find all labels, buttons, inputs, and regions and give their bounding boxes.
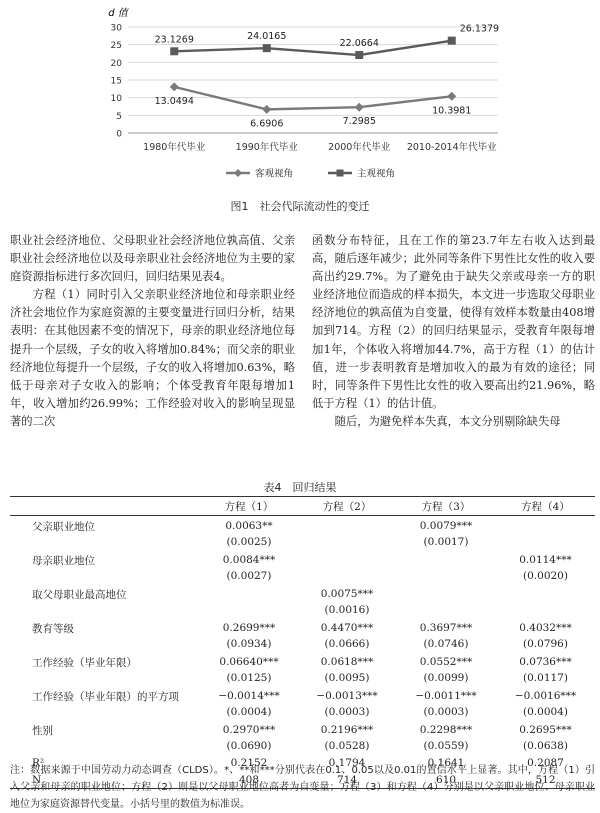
se-cell: (0.0117) xyxy=(523,672,568,684)
x-tick-label: 1990年代毕业 xyxy=(235,142,298,153)
se-cell: (0.0125) xyxy=(226,672,272,684)
se-cell: (0.0796) xyxy=(523,638,568,650)
data-label: 13.0494 xyxy=(154,95,194,107)
y-tick-label: 10 xyxy=(110,94,122,105)
table-row xyxy=(10,704,595,720)
row-label xyxy=(10,568,200,584)
x-tick-label: 2000年代毕业 xyxy=(328,142,391,153)
table-row xyxy=(10,636,595,652)
y-tick-label: 15 xyxy=(110,76,122,87)
data-label: 10.3981 xyxy=(432,105,472,117)
coef-cell: 0.0075*** xyxy=(320,588,374,600)
table-header-row xyxy=(10,497,595,516)
data-label: 6.6906 xyxy=(250,118,284,130)
coef-cell xyxy=(200,584,298,602)
data-label: 26.1379 xyxy=(459,23,500,35)
coef-cell: 0.2196*** xyxy=(320,724,374,736)
table-header-cell: 方程（4） xyxy=(496,497,595,516)
paragraph: 职业社会经济地位、父母职业社会经济地位孰高值、父亲职业社会经济地位以及母亲职业社会经济地位为主要的家庭资源指标进行多次回归，回归结果见表4。 xyxy=(10,234,295,284)
table-row xyxy=(10,568,595,584)
coef-cell: 0.0114*** xyxy=(519,554,572,566)
row-label xyxy=(10,704,200,720)
series-line xyxy=(174,41,452,55)
data-label: 24.0165 xyxy=(247,31,287,43)
se-cell xyxy=(298,534,396,550)
legend-label: 客观视角 xyxy=(255,168,294,180)
se-cell: (0.0934) xyxy=(226,638,272,650)
data-point xyxy=(263,44,271,52)
se-cell: (0.0017) xyxy=(423,536,469,548)
text-column-right xyxy=(312,232,595,431)
se-cell: (0.0095) xyxy=(324,672,370,684)
data-point xyxy=(355,51,363,59)
paragraph: 函数分布特征，且在工作的第23.7年左右收入达到最高，随后逐年减少；此外同等条件下男性比女性的收入要高出约29.7%。为了避免由于缺失父亲或母亲一方的职业经济地位而造成的样本损失，本文进一步选取父母职业经济地位的孰高值为自变量，使得有效样本数量由408增加到714。方程（2）的回归结果显示，受教育年限每增加1年，个体收入将增加44.7%，高于方程（1）的估计值，进一步表明教育是增加收入的最为有效的途径；同时，同等条件下男性比女性的收入要高出约21.96%，略低于方程（1）的估计值。 xyxy=(312,234,595,410)
y-tick-label: 20 xyxy=(110,58,122,69)
se-cell: (0.0016) xyxy=(324,604,370,616)
row-label: 教育等级 xyxy=(32,622,74,635)
row-label: 父亲职业地位 xyxy=(32,520,95,533)
line-chart xyxy=(0,0,600,190)
row-label xyxy=(10,534,200,550)
se-cell: (0.0638) xyxy=(523,740,568,752)
table-title: 表4 回归结果 xyxy=(263,481,337,494)
regression-table xyxy=(10,496,595,789)
stat-cell: 408 xyxy=(200,771,298,789)
stat-cell: 0.2087 xyxy=(527,756,564,769)
se-cell: (0.0746) xyxy=(423,638,469,650)
data-point xyxy=(448,37,456,45)
coef-cell: 0.0618*** xyxy=(320,656,374,668)
table-header-cell xyxy=(10,497,200,516)
row-label: 性别 xyxy=(32,724,53,737)
coef-cell: 0.2699*** xyxy=(222,622,276,634)
data-point xyxy=(170,47,178,55)
coef-cell: −0.0016*** xyxy=(514,690,577,702)
coef-cell xyxy=(396,550,496,568)
legend-marker xyxy=(234,169,242,177)
data-label: 23.1269 xyxy=(154,34,194,46)
stat-cell: 0.2152 xyxy=(230,756,268,769)
se-cell xyxy=(298,568,396,584)
row-label xyxy=(10,738,200,754)
se-cell: (0.0528) xyxy=(324,740,370,752)
table-row xyxy=(10,602,595,618)
table-row xyxy=(10,516,595,535)
y-axis-ticks xyxy=(111,24,123,140)
coef-cell: 0.0736*** xyxy=(519,656,572,668)
x-tick-label: 1980年代毕业 xyxy=(143,142,206,153)
y-tick-label: 25 xyxy=(110,41,122,52)
coef-cell xyxy=(496,584,595,602)
row-label: 工作经验（毕业年限）的平方项 xyxy=(32,690,179,703)
paragraph: 随后，为避免样本失真，本文分别剔除缺失母 xyxy=(334,414,561,428)
coef-cell: 0.4470*** xyxy=(320,622,374,634)
se-cell: (0.0025) xyxy=(226,536,272,548)
legend-label: 主观视角 xyxy=(357,168,396,180)
y-tick-label: 0 xyxy=(116,129,122,140)
se-cell: (0.0559) xyxy=(423,740,469,752)
coef-cell: 0.06640*** xyxy=(219,656,279,668)
se-cell: (0.0020) xyxy=(523,570,568,582)
text-column-left xyxy=(10,232,295,431)
row-label: N xyxy=(10,771,200,789)
data-point xyxy=(355,103,364,112)
se-cell: (0.0666) xyxy=(324,638,370,650)
coef-cell: −0.0011*** xyxy=(415,690,477,702)
row-label xyxy=(10,670,200,686)
row-label xyxy=(10,602,200,618)
table-row xyxy=(10,652,595,670)
stat-cell: 714 xyxy=(298,771,396,789)
se-cell: (0.0004) xyxy=(523,706,568,718)
stat-cell: 512 xyxy=(496,771,595,789)
se-cell: (0.0004) xyxy=(226,706,272,718)
stat-cell: 0.1794 xyxy=(328,756,366,769)
legend-marker xyxy=(337,170,344,177)
y-tick-label: 30 xyxy=(110,23,122,34)
stat-cell: 0.1641 xyxy=(427,756,465,769)
se-cell: (0.0027) xyxy=(226,570,272,582)
table-header-cell: 方程（3） xyxy=(396,497,496,516)
coef-cell: 0.0079*** xyxy=(419,520,473,532)
se-cell xyxy=(496,602,595,618)
se-cell xyxy=(396,602,496,618)
table-row xyxy=(10,738,595,754)
coef-cell: −0.0014*** xyxy=(218,690,280,702)
row-label: 取父母职业最高地位 xyxy=(32,588,127,601)
table-row xyxy=(10,534,595,550)
coef-cell: 0.0552*** xyxy=(419,656,473,668)
row-label: R² xyxy=(32,756,45,769)
se-cell: (0.0003) xyxy=(324,706,370,718)
data-label: 22.0664 xyxy=(339,38,379,50)
se-cell: (0.0690) xyxy=(226,740,272,752)
chart-legend xyxy=(226,168,395,180)
table-header-cell: 方程（1） xyxy=(200,497,298,516)
coef-cell: 0.3697*** xyxy=(419,622,473,634)
data-point xyxy=(447,92,456,101)
coef-cell xyxy=(496,516,595,535)
table-row xyxy=(10,686,595,704)
data-point xyxy=(170,82,179,91)
se-cell: (0.0003) xyxy=(423,706,469,718)
figure-caption: 图1 社会代际流动性的变迁 xyxy=(230,200,370,213)
coef-cell xyxy=(298,516,396,535)
table-row xyxy=(10,550,595,568)
coef-cell xyxy=(298,550,396,568)
table-row xyxy=(10,670,595,686)
se-cell: (0.0099) xyxy=(423,672,469,684)
stat-cell: 610 xyxy=(396,771,496,789)
coef-cell: 0.2695*** xyxy=(519,724,572,736)
x-tick-label: 2010-2014年代毕业 xyxy=(406,142,497,153)
table-row xyxy=(10,584,595,602)
paragraph: 方程（1）同时引入父亲职业经济地位和母亲职业经济社会地位作为家庭资源的主要变量进行回归分析，结果表明：在其他因素不变的情况下，母亲的职业经济地位每提升一个层级，子女的收入将增加0.84%；而父亲的职业经济地位每提升一个层级，子女的收入将增加0.63%，略低于母亲对子女收入的影响；个体受教育年限每增加1年，收入增加约26.99%；工作经验对收入的影响呈现显著的二次 xyxy=(10,288,295,428)
row-label: 母亲职业地位 xyxy=(32,554,95,567)
chart-series xyxy=(155,24,499,130)
data-point xyxy=(262,105,271,114)
se-cell xyxy=(496,534,595,550)
table-body xyxy=(10,516,595,789)
coef-cell xyxy=(396,584,496,602)
coef-cell: 0.0084*** xyxy=(222,554,276,566)
data-label: 7.2985 xyxy=(342,116,376,128)
table-header-cell: 方程（2） xyxy=(298,497,396,516)
coef-cell: 0.2970*** xyxy=(222,724,276,736)
table-row xyxy=(10,720,595,738)
coef-cell: 0.4032*** xyxy=(519,622,572,634)
coef-cell: 0.2298*** xyxy=(419,724,473,736)
se-cell xyxy=(200,602,298,618)
table-note: 注：数据来源于中国劳动力动态调查（CLDS）。*、**和***分别代表在0.1、0.05以及0.01的置信水平上显著。其中，方程（1）引入父亲和母亲的职业地位；方程（2）则是以父母职业地位高者为自变量；方程（3）和方程（4）分别是以父亲职业地位、母亲职业地位为家庭资源替代变量。小括号里的数值为标准误。 xyxy=(10,765,595,810)
coef-cell: 0.0063** xyxy=(225,520,273,532)
y-axis-label: d 值 xyxy=(108,8,128,19)
y-tick-label: 5 xyxy=(116,111,122,122)
se-cell xyxy=(396,568,496,584)
row-label: 工作经验（毕业年限） xyxy=(32,656,137,669)
coef-cell: −0.0013*** xyxy=(316,690,378,702)
row-label xyxy=(10,636,200,652)
x-axis-ticks xyxy=(143,141,497,153)
table-row xyxy=(10,618,595,636)
